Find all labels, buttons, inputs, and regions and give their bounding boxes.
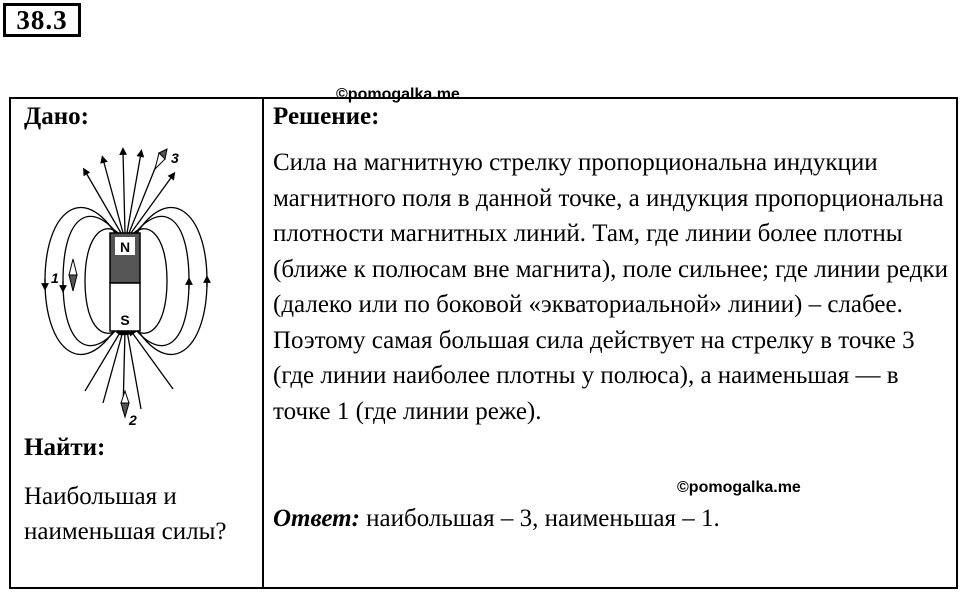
south-pole-label: S bbox=[120, 312, 130, 328]
answer-line bbox=[273, 501, 720, 536]
point-3-label: 3 bbox=[171, 150, 179, 166]
answer-text: наибольшая – 3, наименьшая – 1. bbox=[366, 505, 720, 532]
find-title: Найти: bbox=[24, 434, 106, 461]
solution-title: Решение: bbox=[273, 103, 380, 130]
north-pole-label: N bbox=[119, 239, 131, 255]
magnet-field-figure bbox=[33, 141, 218, 426]
column-divider bbox=[262, 99, 264, 587]
find-text: Наибольшая и наименьшая силы? bbox=[24, 483, 227, 545]
watermark-bottom: ©pomogalka.me bbox=[677, 479, 801, 496]
solution-text: Сила на магнитную стрелку пропорциональна индукции магнитного поля в данной точке, а индукция пропорциональна плотности магнитных линий. Там, где линии более плотны (ближе к полюсам вне магнита), поле сильнее; где линии редки (далеко или по боковой «экваториальной» линии) – слабее. Поэтому самая большая сила действует на стрелку в точке 3 (где линии наиболее плотны у полюса), а наименьшая — в точке 1 (где линии реже). bbox=[273, 149, 948, 425]
problem-table bbox=[9, 97, 958, 589]
point-1-label: 1 bbox=[51, 270, 59, 286]
answer-label: Ответ: bbox=[273, 505, 360, 532]
problem-number: 38.3 bbox=[3, 3, 81, 37]
given-title: Дано: bbox=[24, 103, 89, 130]
watermark-top: ©pomogalka.me bbox=[336, 86, 460, 103]
point-2-label: 2 bbox=[129, 412, 137, 426]
